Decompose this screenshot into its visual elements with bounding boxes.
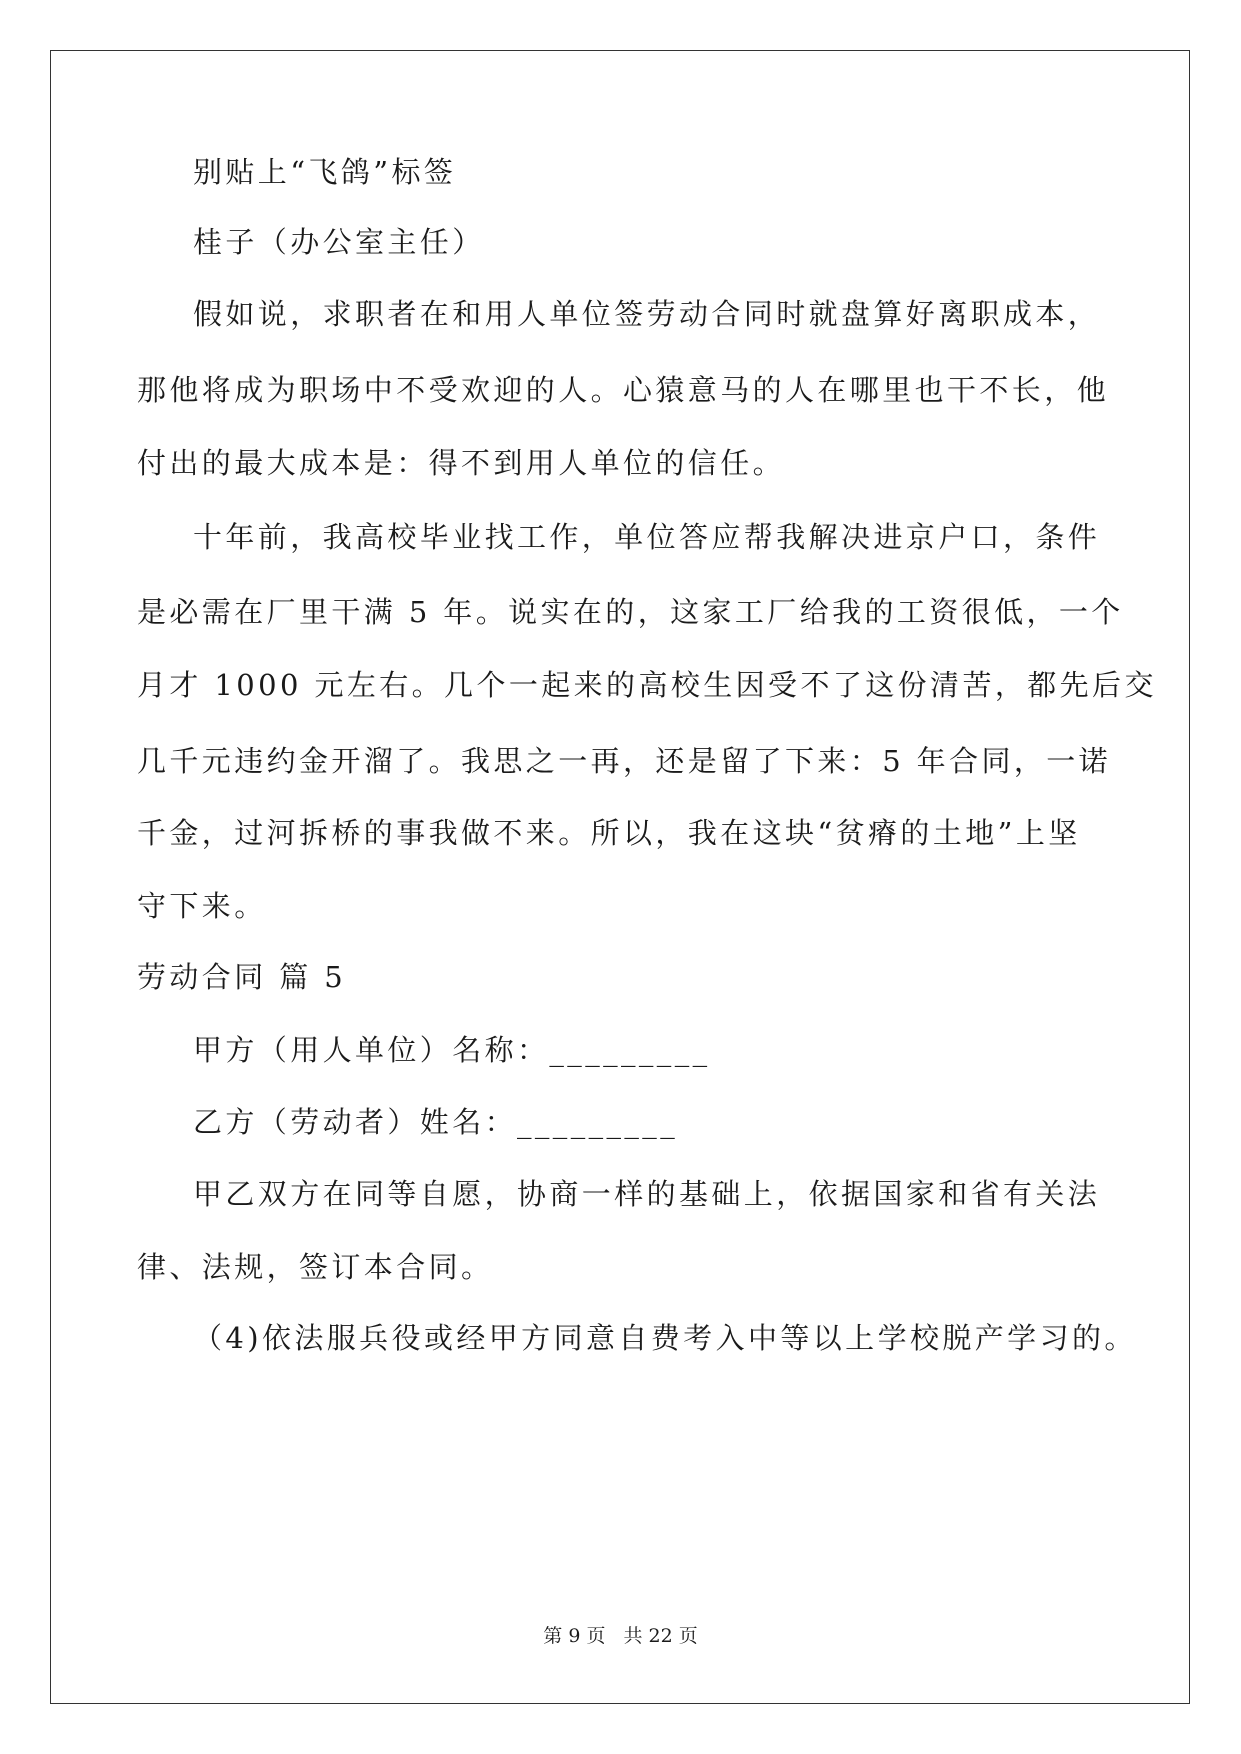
page-footer: [0, 1624, 1241, 1648]
author-line: 桂子（办公室主任）: [193, 225, 485, 259]
paragraph-line: 千金，过河拆桥的事我做不来。所以，我在这块“贫瘠的土地”上坚: [137, 816, 1081, 850]
party-b-field: 乙方（劳动者）姓名：_________: [193, 1105, 679, 1139]
page-total: 共 22 页: [623, 1625, 698, 1647]
paragraph-line: 那他将成为职场中不受欢迎的人。心猿意马的人在哪里也干不长，他: [137, 373, 1110, 407]
paragraph-line: 律、法规，签订本合同。: [137, 1250, 494, 1284]
paragraph-line: 月才 1000 元左右。几个一起来的高校生因受不了这份清苦，都先后交: [137, 668, 1157, 702]
paragraph-line: 守下来。: [137, 889, 267, 923]
paragraph-line: 甲乙双方在同等自愿，协商一样的基础上，依据国家和省有关法: [193, 1177, 1101, 1211]
paragraph-line: 几千元违约金开溜了。我思之一再，还是留了下来：5 年合同，一诺: [137, 744, 1112, 778]
paragraph-line: 十年前，我高校毕业找工作，单位答应帮我解决进京户口，条件: [193, 520, 1101, 554]
section-heading: 别贴上“飞鸽”标签: [193, 155, 457, 189]
article-title: 劳动合同 篇 5: [137, 960, 347, 994]
party-a-field: 甲方（用人单位）名称：_________: [193, 1033, 711, 1067]
paragraph-line: 假如说，求职者在和用人单位签劳动合同时就盘算好离职成本，: [193, 297, 1101, 331]
page-number: 第 9 页: [543, 1625, 606, 1647]
paragraph-line: 付出的最大成本是：得不到用人单位的信任。: [137, 446, 786, 480]
paragraph-line: （4)依法服兵役或经甲方同意自费考入中等以上学校脱产学习的。: [193, 1321, 1137, 1355]
paragraph-line: 是必需在厂里干满 5 年。说实在的，这家工厂给我的工资很低，一个: [137, 595, 1124, 629]
